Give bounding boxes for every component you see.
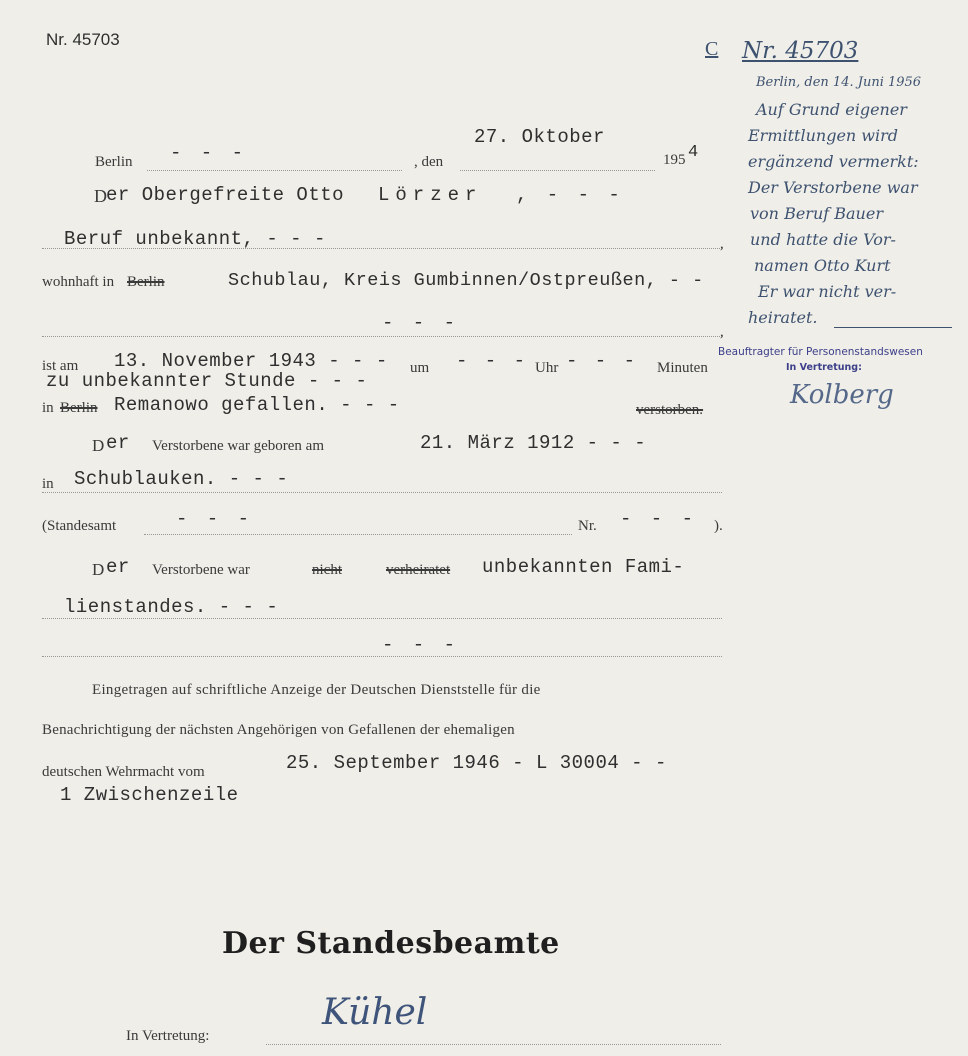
marital-label: Verstorbene war: [152, 562, 250, 578]
marital-dotted-line-1: [42, 618, 722, 619]
person-article: D: [94, 186, 107, 206]
birth-label: Verstorbene war geboren am: [152, 438, 325, 454]
residence-value: Schublau, Kreis Gumbinnen/Ostpreußen, - -: [228, 270, 704, 291]
death-place: Remanowo gefallen. - - -: [114, 394, 400, 416]
margin-number: Nr. 45703: [742, 38, 859, 64]
margin-line-6: von Beruf Bauer: [750, 204, 883, 223]
occupation-comma: ,: [720, 236, 724, 252]
margin-line-3: Ermittlungen wird: [748, 126, 899, 145]
birth-place-dotted-line: [42, 492, 722, 493]
signature-dotted-line: [266, 1044, 721, 1045]
person-surname: Lörzer: [378, 184, 483, 206]
death-verb-struck: verstorben.: [636, 402, 704, 418]
death-in-label: in: [42, 400, 54, 416]
birth-place: Schublauken. - - -: [74, 468, 289, 490]
marital-struck-nicht: nicht: [312, 562, 342, 578]
place-value: - - -: [170, 142, 248, 164]
margin-line-10: heiratet.: [748, 308, 818, 327]
death-date: 13. November 1943 - - -: [114, 350, 388, 372]
year-suffix: 4: [688, 143, 699, 162]
date-prefix: , den: [414, 154, 444, 170]
death-hour: - - -: [456, 350, 529, 372]
margin-line-4: ergänzend vermerkt:: [748, 152, 919, 171]
registry-value: - - -: [176, 508, 254, 530]
registration-line3-label: deutschen Wehrmacht vom: [42, 764, 205, 780]
registration-line1: Eingetragen auf schriftliche Anzeige der Deutschen Dienststelle für die: [92, 682, 541, 698]
margin-line-9: Er war nicht ver-: [758, 282, 897, 301]
margin-underline: [834, 327, 952, 328]
signature-title: Der Standesbeamte: [222, 926, 560, 961]
registration-line4: 1 Zwischenzeile: [60, 784, 239, 806]
marital-struck-verheiratet: verheiratet: [386, 562, 451, 578]
registration-line2: Benachrichtigung der nächsten Angehörigen von Gefallenen der ehemaligen: [42, 722, 515, 738]
date-dotted-line: [460, 170, 655, 171]
marital-article-rest: er: [106, 556, 130, 578]
residence-struck: Berlin: [127, 274, 165, 290]
marital-value-line1: unbekannten Fami-: [482, 556, 685, 578]
residence-dotted-line: [42, 336, 722, 337]
place-dotted-line: [147, 170, 402, 171]
margin-line-7: und hatte die Vor-: [750, 230, 896, 249]
date-value: 27. Oktober: [474, 126, 605, 148]
death-um-label: um: [410, 360, 430, 376]
person-rank: er Obergefreite Otto: [106, 184, 345, 206]
residence-line2: - - -: [382, 312, 460, 334]
signature-handwritten: Kühel: [322, 992, 428, 1033]
registry-close: ).: [714, 518, 723, 534]
death-uhr-label: Uhr: [535, 360, 559, 376]
registry-nr-value: - - -: [620, 508, 698, 530]
stamp-signature: Kolberg: [790, 380, 894, 410]
birth-date: 21. März 1912 - - -: [420, 432, 647, 454]
death-time-note: zu unbekannter Stunde - - -: [46, 370, 368, 392]
signature-label: In Vertretung:: [126, 1028, 210, 1044]
margin-code: C: [705, 38, 719, 60]
birth-in-label: in: [42, 476, 54, 492]
margin-line-1: Berlin, den 14. Juni 1956: [756, 75, 922, 90]
stamp-subtitle: In Vertretung:: [786, 362, 862, 373]
person-suffix: , - - -: [516, 184, 624, 206]
margin-line-5: Der Verstorbene war: [748, 178, 918, 197]
death-place-struck: Berlin: [60, 400, 98, 416]
marital-article: D: [92, 560, 105, 579]
birth-article: D: [92, 436, 105, 455]
registry-nr-label: Nr.: [578, 518, 597, 534]
document-number: Nr. 45703: [46, 30, 120, 49]
death-minutes: - - -: [566, 350, 639, 372]
stamp-title: Beauftragter für Personenstandswesen: [718, 346, 923, 358]
year-prefix: 195: [663, 152, 686, 168]
registry-label: (Standesamt: [42, 518, 117, 534]
person-occupation: Beruf unbekannt, - - -: [64, 228, 326, 250]
residence-comma: ,: [720, 324, 724, 340]
marital-value-line2: lienstandes. - - -: [64, 596, 279, 618]
death-label: ist am: [42, 358, 79, 374]
registry-dotted-line: [144, 534, 572, 535]
death-minuten-label: Minuten: [657, 360, 708, 376]
residence-label: wohnhaft in: [42, 274, 115, 290]
margin-line-8: namen Otto Kurt: [754, 256, 891, 275]
birth-article-rest: er: [106, 432, 130, 454]
place-label: Berlin: [95, 154, 133, 170]
marital-dotted-line-2: [42, 656, 722, 657]
margin-line-2: Auf Grund eigener: [756, 100, 907, 119]
registration-line3-value: 25. September 1946 - L 30004 - -: [286, 752, 667, 774]
marital-separator: - - -: [382, 634, 460, 656]
